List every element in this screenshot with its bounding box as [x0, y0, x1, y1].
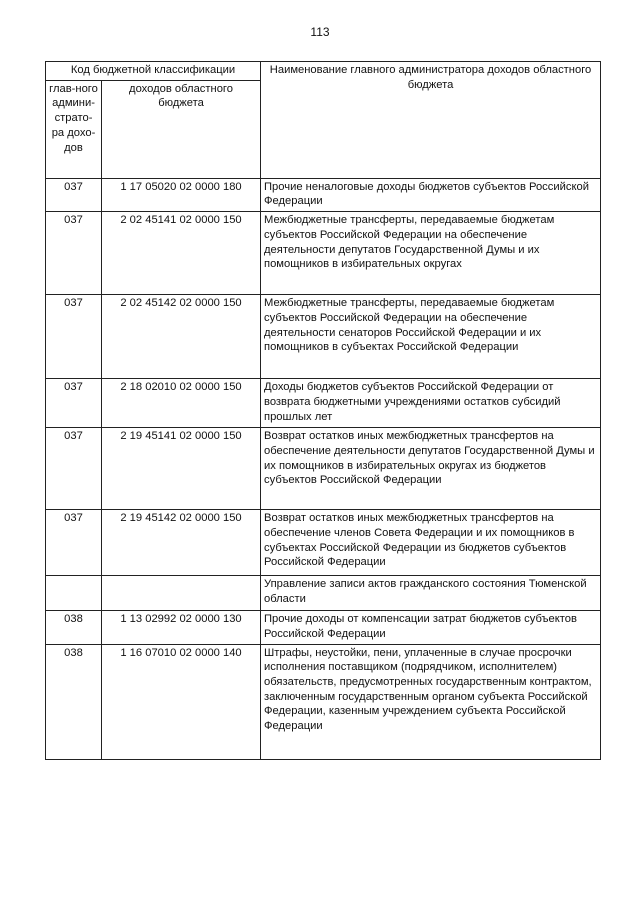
administrator-name-cell: Возврат остатков иных межбюджетных трансфертов на обеспечение деятельности депутатов Государственной Думы и их помощников в избирательных округах из бюджетов субъектов Российской Федерации	[261, 428, 601, 510]
table-row	[46, 428, 601, 510]
admin-code-cell: 037	[46, 379, 102, 428]
table-row	[46, 178, 601, 211]
administrator-name-cell: Межбюджетные трансферты, передаваемые бюджетам субъектов Российской Федерации на обеспечение деятельности сенаторов Российской Федерации и их помощников в субъектах Российской Федерации	[261, 295, 601, 379]
revenue-code-cell: 1 13 02992 02 0000 130	[102, 611, 261, 644]
revenue-code-cell: 1 17 05020 02 0000 180	[102, 178, 261, 211]
administrator-name-cell: Межбюджетные трансферты, передаваемые бюджетам субъектов Российской Федерации на обеспечение деятельности депутатов Государственной Думы и их помощников в избирательных округах	[261, 212, 601, 295]
administrator-name-cell: Прочие неналоговые доходы бюджетов субъектов Российской Федерации	[261, 178, 601, 211]
table-row	[46, 611, 601, 644]
revenue-code-cell: 2 02 45142 02 0000 150	[102, 295, 261, 379]
administrator-name-cell: Возврат остатков иных межбюджетных трансфертов на обеспечение членов Совета Федерации и их помощников в субъектах Российской Федерации из бюджетов субъектов Российской Федерации	[261, 510, 601, 576]
table-body	[46, 178, 601, 759]
administrator-name-cell: Доходы бюджетов субъектов Российской Федерации от возврата бюджетными учреждениями остатков субсидий прошлых лет	[261, 379, 601, 428]
page-number: 113	[310, 25, 330, 39]
admin-code-cell: 038	[46, 611, 102, 644]
administrator-name-header: Наименование главного администратора доходов областного бюджета	[261, 62, 601, 179]
revenue-code-cell: 1 16 07010 02 0000 140	[102, 644, 261, 759]
revenue-code-cell: 2 02 45141 02 0000 150	[102, 212, 261, 295]
admin-code-cell: 037	[46, 212, 102, 295]
admin-code-cell: 037	[46, 510, 102, 576]
administrator-name-cell: Штрафы, неустойки, пени, уплаченные в случае просрочки исполнения поставщиком (подрядчиком, исполнителем) обязательств, предусмотренных государственным контрактом, заключенным государственным органом субъекта Российской Федерации, казенным учреждением субъекта Российской Федерации	[261, 644, 601, 759]
revenue-code-cell: 2 18 02010 02 0000 150	[102, 379, 261, 428]
chief-administrator-header: глав-ного админи-страто-ра дохо-дов	[46, 80, 102, 178]
admin-code-cell: 037	[46, 178, 102, 211]
table-row	[46, 644, 601, 759]
revenue-code-cell: 2 19 45141 02 0000 150	[102, 428, 261, 510]
section-heading-cell: Управление записи актов гражданского состояния Тюменской области	[261, 576, 601, 611]
budget-code-group-header: Код бюджетной классификации	[46, 62, 261, 81]
admin-code-cell: 038	[46, 644, 102, 759]
admin-code-cell	[46, 576, 102, 611]
budget-classification-table	[45, 61, 601, 760]
revenue-code-header: доходов областного бюджета	[102, 80, 261, 178]
admin-code-cell: 037	[46, 295, 102, 379]
administrator-name-cell: Прочие доходы от компенсации затрат бюджетов субъектов Российской Федерации	[261, 611, 601, 644]
table-row	[46, 379, 601, 428]
table-row-section-heading	[46, 576, 601, 611]
admin-code-cell: 037	[46, 428, 102, 510]
table-row	[46, 295, 601, 379]
table-row	[46, 510, 601, 576]
header-row-group	[46, 62, 601, 81]
table-row	[46, 212, 601, 295]
table-header	[46, 62, 601, 179]
revenue-code-cell: 2 19 45142 02 0000 150	[102, 510, 261, 576]
revenue-code-cell	[102, 576, 261, 611]
